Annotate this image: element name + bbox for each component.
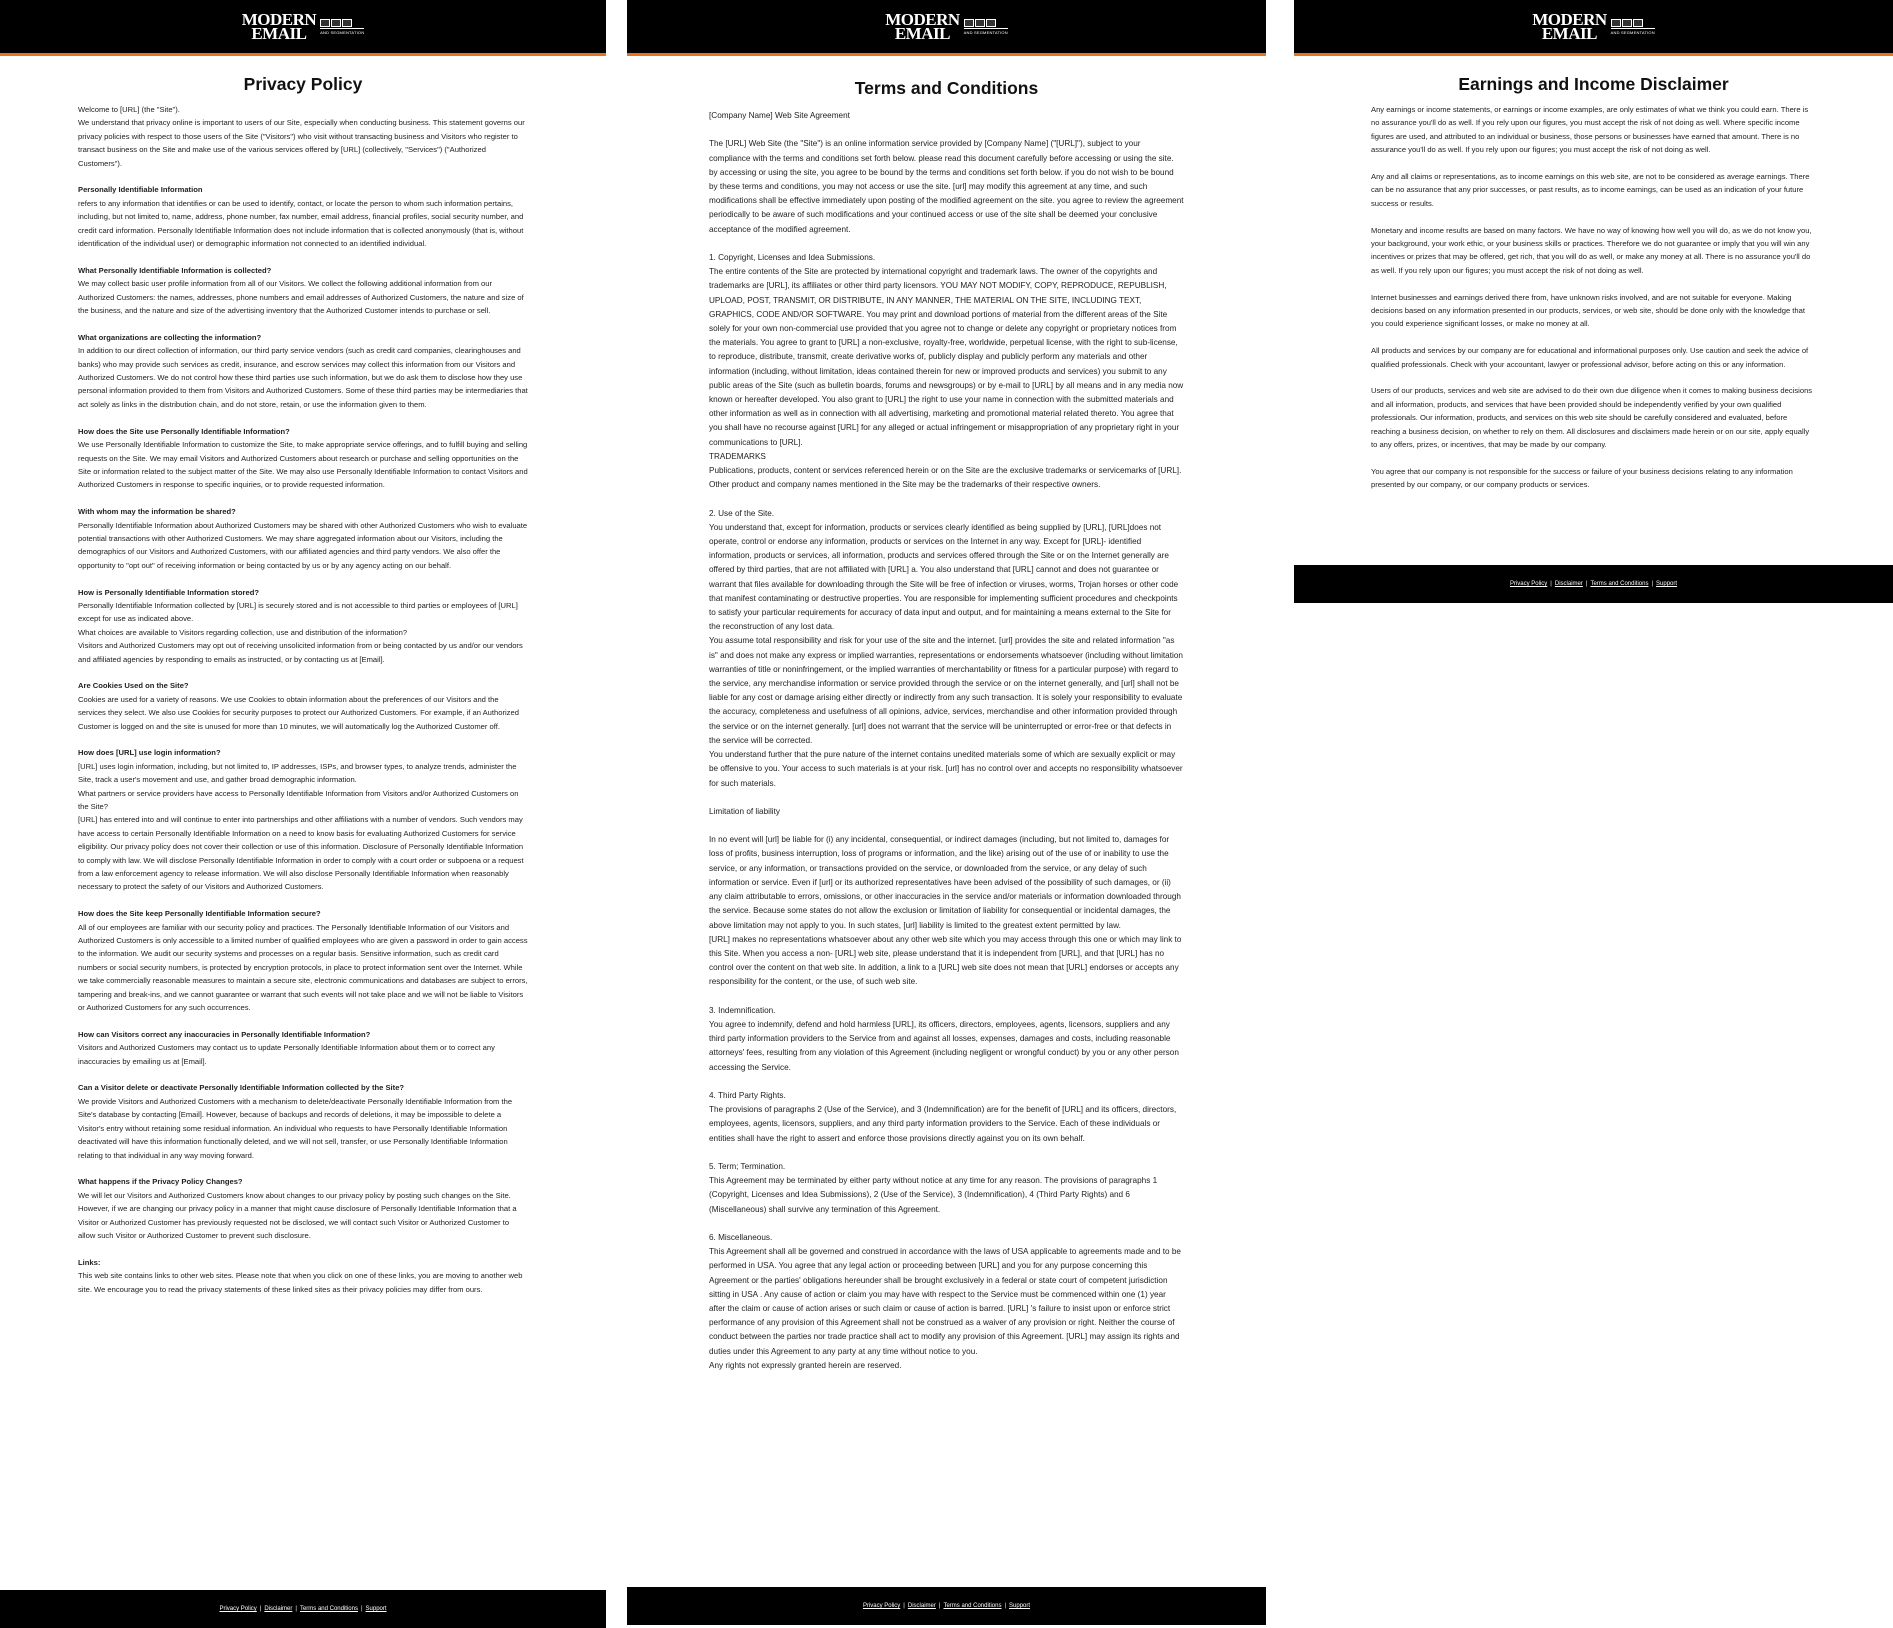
logo-line2: EMAIL [1541,23,1597,43]
footer-link-terms[interactable]: Terms and Conditions [943,1603,1002,1609]
privacy-section [78,331,528,411]
section-heading: How does the Site use Personally Identifiable Information? [78,426,290,436]
privacy-section [78,586,528,666]
footer-link-disclaimer[interactable]: Disclaimer [1554,581,1583,587]
privacy-section [78,1256,528,1296]
footer-link-privacy[interactable]: Privacy Policy [1509,581,1548,587]
logo-line1: MODERN [885,9,960,29]
section-body: Cookies are used for a variety of reasons. We use Cookies to obtain information about the preferences of our Visitors and the services they select. We also use Cookies for security purposes to protect our Authorized Customers. For example, if an Authorized Customer is logged on and the site is unused for more than 10 minutes, we will automatically log the Authorized Customer off. [78,694,519,731]
site-logo[interactable] [885,9,1008,43]
terms-page [627,0,1266,1628]
site-footer: Privacy Policy | Disclaimer | Terms and Conditions | Support [0,1590,606,1628]
site-header [0,0,606,56]
privacy-policy-page [0,0,606,1628]
footer-link-support[interactable]: Support [365,1606,387,1612]
devices-icon [320,19,352,27]
section-body: Visitors and Authorized Customers may contact us to update Personally Identifiable Information about them or to correct any inaccuracies by emailing us at [Email]. [78,1043,495,1066]
section-heading: What happens if the Privacy Policy Changes? [78,1177,243,1187]
terms-paragraph: 5. Term; Termination. This Agreement may be terminated by either party without notice at any time for any reason. The provisions of paragraphs 1 (Copyright, Licenses and Idea Submissions), 2 (Use of the Service), 3 (Indemnification), 4 (Third Party Rights) and 6 (Miscellaneous) shall survive any termination of this Agreement. [709,1161,1158,1214]
disclaimer-paragraph: All products and services by our company are for educational and informational purposes only. Use caution and seek the advice of qualified professionals. Check with your accountant, lawyer or professional advisor, before acting on this or any information. [1371,346,1809,369]
section-heading: Personally Identifiable Information [78,185,203,195]
site-footer: Privacy Policy | Disclaimer | Terms and Conditions | Support [1294,565,1893,603]
section-body: We provide Visitors and Authorized Customers with a mechanism to delete/deactivate Personally Identifiable Information from the Site's database by contacting [Email]. However, because of backups and records of deletions, it may be impossible to delete a Visitor's entry without retaining some residual information. An individual who requests to have Personally Identifiable Information deactivated will have this information functionally deleted, and we will not sell, transfer, or use Personally Identifiable Information relating to that individual in any way moving forward. [78,1096,513,1160]
section-heading: Links: [78,1257,101,1267]
disclaimer-page [1294,0,1893,600]
privacy-section [78,1175,528,1242]
logo-line1: MODERN [1532,9,1607,29]
footer-link-terms[interactable]: Terms and Conditions [299,1606,358,1612]
section-heading: Can a Visitor delete or deactivate Personally Identifiable Information collected by the Site? [78,1083,405,1093]
terms-paragraph: The [URL] Web Site (the "Site") is an online information service provided by [Company Name] ("[URL]"), subject to your compliance with the terms and conditions set forth below. please read this document carefully before accessing or using the site. by accessing or using the site, you agree to be bound by the terms and conditions set forth below. if you do not wish to be bound by these terms and conditions, you may not access or use the site. [url] may modify this agreement at any time, and such modifications shall be effective immediately upon posting of the modified agreement on the site. you agree to review the agreement periodically to be aware of such modifications and your continued access or use of the site shall be deemed your conclusive acceptance of the modified agreement. [709,139,1184,234]
site-header [627,0,1266,56]
footer-link-terms[interactable]: Terms and Conditions [1590,581,1649,587]
site-logo[interactable] [241,9,365,43]
privacy-section [78,746,528,893]
footer-link-support[interactable]: Support [1009,1603,1031,1609]
terms-paragraph: Limitation of liability [709,806,780,816]
devices-icon [1611,19,1643,27]
privacy-section [78,264,528,318]
section-heading: How is Personally Identifiable Information stored? [78,587,260,597]
logo-line2: EMAIL [894,23,950,43]
privacy-section [78,1081,528,1161]
logo-line2: EMAIL [251,23,307,43]
privacy-section [78,1028,528,1068]
privacy-section [78,505,528,572]
site-logo[interactable] [1532,9,1655,43]
section-body: All of our employees are familiar with our security policy and practices. The Personally Identifiable Information of our Visitors and Authorized Customers is only accessible to a limited number of qualified employees who are given a password in order to gain access to the information. We audit our security systems and processes on a regular basis. Sensitive information, such as credit card numbers or social security numbers, is protected by encryption protocols, in place to protect information sent over the Internet. While we take commercially reasonable measures to maintain a secure site, electronic communications and databases are subject to errors, tampering and break-ins, and we cannot guarantee or warrant that such events will not take place and we will not be liable to Visitors or Authorized Customers for any such occurrences. [78,922,528,1013]
privacy-intro: Welcome to [URL] (the "Site"). We understand that privacy online is important to users of our Site, especially when conducting business. This statement governs our privacy policies with respect to those users of the Site ("Visitors") who visit without transacting business and Visitors who register to transact business on the Site and make use of the various services offered by [URL] (collectively, "Services") ("Authorized Customers"). [78,105,525,168]
section-body: This web site contains links to other web sites. Please note that when you click on one of these links, you are moving to another web site. We encourage you to read the privacy statements of these linked sites as their privacy policies may differ from ours. [78,1271,523,1294]
section-body: In addition to our direct collection of information, our third party service vendors (such as credit card companies, clearinghouses and banks) who may provide such services as credit, insurance, and escrow services may collect this information from our Visitors and Authorized Customers. We do not control how these third parties use such information, but we do ask them to disclose how they use personal information provided to them from Visitors and Authorized Customers. Some of these third parties may be intermediaries that act solely as links in the distribution chain, and do not store, retain, or use the information given to them. [78,346,528,409]
section-body: We use Personally Identifiable Information to customize the Site, to make appropriate service offerings, and to fulfill buying and selling requests on the Site. We may email Visitors and Authorized Customers about research or purchase and selling opportunities on the Site or information related to the subject matter of the Site. We may also use Personally Identifiable Information to contact Visitors and Authorized Customers in response to specific inquiries, or to provide requested information. [78,440,528,490]
section-body: Personally Identifiable Information about Authorized Customers may be shared with other Authorized Customers who wish to evaluate potential transactions with other Authorized Customers. We may share aggregated information about our Visitors, including the demographics of our Visitors and Authorized Customers, with our affiliated agencies and third party vendors. We also offer the opportunity to "opt out" of receiving information or being contacted by us or by any agency acting on our behalf. [78,520,528,570]
disclaimer-paragraph: You agree that our company is not responsible for the success or failure of your business decisions relating to any information presented by our company, or our company products or services. [1371,466,1793,490]
terms-paragraph: 1. Copyright, Licenses and Idea Submissions. The entire contents of the Site are protected by international copyright and trademark laws. The owner of the copyrights and trademarks are [URL], its affiliates or other third party licensors. YOU MAY NOT MODIFY, COPY, REPRODUCE, REPUBLISH, UPLOAD, POST, TRANSMIT, OR DISTRIBUTE, IN ANY MANNER, THE MATERIAL ON THE SITE, INCLUDING TEXT, GRAPHICS, CODE AND/OR SOFTWARE. You may print and download portions of material from the different areas of the Site solely for your own non-commercial use provided that you agree not to change or delete any copyright or proprietary notices from the materials. You agree to grant to [URL] a non-exclusive, royalty-free, worldwide, perpetual license, with the right to sub-license, to reproduce, distribute, transmit, create derivative works of, publicly display and publicly perform any materials and other information (including, without limitation, ideas contained therein for new or improved products and services) you submit to any public areas of the Site (such as bulletin boards, forums and newsgroups) or by e-mail to [URL] by all means and in any media now known or hereafter developed. You also grant to [URL] the right to use your name in connection with the submitted materials and other information as well as in connection with all advertising, marketing and promotional material related thereto. You agree that you shall have no recourse against [URL] for any alleged or actual infringement or misappropriation of any proprietary right in your communications to [URL]. TRADEMARKS Publications, products, content or services referenced herein or on the Site are the exclusive trademarks or servicemarks of [URL]. Other product and company names mentioned in the Site may be the trademarks of their respective owners. [709,253,1184,490]
site-footer: Privacy Policy | Disclaimer | Terms and Conditions | Support [627,1587,1266,1625]
footer-link-disclaimer[interactable]: Disclaimer [907,1603,936,1609]
logo-tagline: AND SEGMENTATION [963,29,1008,35]
section-heading: How does the Site keep Personally Identifiable Information secure? [78,909,321,919]
privacy-section [78,425,528,492]
site-header [1294,0,1893,56]
section-body: refers to any information that identifies or can be used to identify, contact, or locate the person to whom such information pertains, including, but not limited to, name, address, phone number, fax number, email address, financial profiles, social security number, and credit card information. Personally Identifiable Information does not include information that is collected anonymously (that is, without identification of the individual user) or demographic information not connected to an identified individual. [78,198,524,249]
devices-icon [964,19,996,27]
disclaimer-paragraph: Monetary and income results are based on many factors. We have no way of knowing how well you will do, as we do not know you, your background, your work ethic, or your business skills or practices. Therefore we do not guarantee or imply that you will win any incentives or prizes that may be offered, get rich, that you will do as well, or make any money at all. There is no assurance you'll do as well. If you rely upon our figures; you must accept the risk of not doing as well. [1371,225,1812,275]
section-heading: What organizations are collecting the information? [78,332,262,342]
section-body: We will let our Visitors and Authorized Customers know about changes to our privacy policy by posting such changes on the Site. However, if we are changing our privacy policy in a manner that might cause disclosure of Personally Identifiable Information that a Visitor or Authorized Customer has previously requested not be disclosed, we will contact such Visitor or Authorized Customer to allow such Visitor or Authorized Customer to prevent such disclosure. [78,1190,517,1240]
terms-paragraph: 2. Use of the Site. You understand that, except for information, products or services clearly identified as being supplied by [URL], [URL]does not operate, control or endorse any information, products or services on the Internet in any way. Except for [URL]- identified information, products or services, all information, products and services offered through the Site or on the Internet generally are offered by third parties, that are not affiliated with [URL] a. You also understand that [URL] cannot and does not guarantee or warrant that files available for downloading through the Site will be free of infection or viruses, worms, Trojan horses or other code that manifest contaminating or destructive properties. You are responsible for implementing sufficient procedures and checkpoints to satisfy your particular requirements for accuracy of data input and output, and for maintaining a means external to the Site for the reconstruction of any lost data. You assume total responsibility and risk for your use of the site and the internet. [url] provides the site and related information "as is" and does not make any express or implied warranties, representations or endorsements whatsoever (including without limitation warranties of title or noninfringement, or the implied warranties of merchantability or fitness for a particular purpose) with regard to the service, any merchandise information or service provided through the service or on the internet generally, and [url] shall not be liable for any cost or damage arising either directly or indirectly from any such transaction. It is solely your responsibility to evaluate the accuracy, completeness and usefulness of all opinions, advice, services, merchandise and other information provided through the service or on the internet generally. [url] does not warrant that the service will be uninterrupted or error-free or that defects in the service will be corrected. You understand further that the pure nature of the internet contains unedited materials some of which are sexually explicit or may be offensive to you. Your access to such materials is at your risk. [url] has no control over and accepts no responsibility whatsoever for such materials. [709,508,1183,788]
section-body: We may collect basic user profile information from all of our Visitors. We collect the following additional information from our Authorized Customers: the names, addresses, phone numbers and email addresses of Authorized Customers, the nature and size of the business, and the nature and size of the advertising inventory that the Authorized Customer intends to purchase or sell. [78,279,524,316]
section-heading: Are Cookies Used on the Site? [78,681,189,691]
terms-paragraph: 6. Miscellaneous. This Agreement shall all be governed and construed in accordance with the laws of USA applicable to agreements made and to be performed in USA. You agree that any legal action or proceeding between [URL] and you for any purpose concerning this Agreement or the parties' obligations hereunder shall be brought exclusively in a federal or state court of competent jurisdiction sitting in USA . Any cause of action or claim you may have with respect to the Service must be commenced within one (1) year after the claim or cause of action arises or such claim or cause of action is barred. [URL] 's failure to insist upon or enforce strict performance of any provision of this Agreement shall not be construed as a waiver of any provision or right. Neither the course of conduct between the parties nor trade practice shall act to modify any provision of this Agreement. [URL] may assign its rights and duties under this Agreement to any party at any time without notice to you. Any rights not expressly granted herein are reserved. [709,1232,1181,1370]
disclaimer-content [1294,103,1893,492]
disclaimer-paragraph: Any earnings or income statements, or earnings or income examples, are only estimates of what we think you could earn. There is no assurance you'll do as well. If you rely upon our figures, you must accept the risk of not doing as well. Where specific income figures are used, and attributed to an individual or business, those persons or businesses have earned that amount. There is no assurance you'll do as well. If you rely upon our figures; you must accept the risk of not doing as well. [1371,105,1809,155]
privacy-content [0,103,606,1296]
privacy-section [78,183,528,250]
disclaimer-paragraph: Any and all claims or representations, as to income earnings on this web site, are not to be considered as average earnings. There can be no assurance that any prior successes, or past results, as to income earnings, can be used as an indication of your future success or results. [1371,172,1810,208]
privacy-section [78,679,528,733]
terms-paragraph: 4. Third Party Rights. The provisions of paragraphs 2 (Use of the Service), and 3 (Indemnification) are for the benefit of [URL] and its officers, directors, employees, agents, licensors, suppliers, and any third party information providers to the Service. Each of these individuals or entities shall have the right to assert and enforce those provisions directly against you on its own behalf. [709,1090,1177,1143]
section-body: [URL] uses login information, including, but not limited to, IP addresses, ISPs, and browser types, to analyze trends, administer the Site, track a user's movement and use, and gather broad demographic information. What partners or service providers have access to Personally Identifiable Information from Visitors and/or Authorized Customers on the Site? [URL] has entered into and will continue to enter into partnerships and other affiliations with a number of vendors. Such vendors may have access to certain Personally Identifiable Information on a need to know basis for evaluating Authorized Customers for service eligibility. Our privacy policy does not cover their collection or use of this information. Disclosure of Personally Identifiable Information to comply with law. We will disclose Personally Identifiable Information in order to comply with a court order or subpoena or a request from a law enforcement agency to release information. We will also disclose Personally Identifiable Information when reasonably necessary to protect the safety of our Visitors and Authorized Customers. [78,761,524,892]
section-heading: With whom may the information be shared? [78,507,236,517]
footer-link-privacy[interactable]: Privacy Policy [862,1603,901,1609]
disclaimer-paragraph: Users of our products, services and web site are advised to do their own due diligence when it comes to making business decisions and all information, products, and services that have been provided should be independently verified by your own qualified professionals. Our information, products, and services on this web site should be carefully considered and evaluated, before reaching a business decision, on whether to rely on them. All disclosures and disclaimers made herein or on our site, apply equally to any offers, prizes, or incentives, that may be made by our company. [1371,386,1813,450]
logo-tagline: AND SEGMENTATION [1610,29,1655,35]
page-title: Earnings and Income Disclaimer [1458,74,1729,94]
disclaimer-paragraph: Internet businesses and earnings derived there from, have unknown risks involved, and are not suitable for everyone. Making decisions based on any information presented in our products, services, or web site, should be done only with the knowledge that you could experience significant losses, or make no money at all. [1371,292,1805,329]
page-title: Privacy Policy [243,74,363,94]
footer-link-support[interactable]: Support [1656,581,1678,587]
section-heading: What Personally Identifiable Information is collected? [78,265,272,275]
footer-link-privacy[interactable]: Privacy Policy [219,1606,257,1612]
logo-line1: MODERN [241,9,317,29]
section-heading: How does [URL] use login information? [78,748,221,758]
logo-tagline: AND SEGMENTATION [320,29,365,35]
terms-paragraph: [Company Name] Web Site Agreement [709,111,850,120]
section-body: Personally Identifiable Information collected by [URL] is securely stored and is not accessible to third parties or employees of [URL] except for use as indicated above. What choices are available to Visitors regarding collection, use and distribution of the information? Visitors and Authorized Customers may opt out of receiving unsolicited information from or being contacted by us and/or our vendors and affiliated agencies by responding to emails as instructed, or by contacting us at [Email]. [78,600,523,664]
page-title: Terms and Conditions [854,78,1039,98]
terms-paragraph: In no event will [url] be liable for (i) any incidental, consequential, or indirect damages (including, but not limited to, damages for loss of profits, business interruption, loss of programs or information, and the like) arising out of the use of or inability to use the service, or any information, or transactions provided on the service, or downloaded from the service, or any delay of such information or service. Even if [url] or its authorized representatives have been advised of the possibility of such damages, or (ii) any claim attributable to errors, omissions, or other inaccuracies in the service and/or materials or information downloaded through the service. Because some states do not allow the exclusion or limitation of liability for consequential or incidental damages, the above limitation may not apply to you. In such states, [url] liability is limited to the greatest extent permitted by law. [URL] makes no representations whatsoever about any other web site which you may access through this one or which may link to this Site. When you access a non- [URL] web site, please understand that it is independent from [URL], and that [URL] has no control over the content on that web site. In addition, a link to a [URL] web site does not mean that [URL] endorses or accepts any responsibility for the content, or the use, of such web site. [709,835,1182,987]
privacy-section [78,907,528,1014]
footer-link-disclaimer[interactable]: Disclaimer [264,1606,293,1612]
terms-content [627,109,1266,1373]
terms-paragraph: 3. Indemnification. You agree to indemnify, defend and hold harmless [URL], its officers, directors, employees, agents, licensors, suppliers and any third party information providers to the Service from and against all losses, expenses, damages and costs, including reasonable attorneys' fees, resulting from any violation of this Agreement (including negligent or wrongful conduct) by you or any other person accessing the Service. [709,1005,1179,1072]
section-heading: How can Visitors correct any inaccuracies in Personally Identifiable Information? [78,1029,371,1039]
